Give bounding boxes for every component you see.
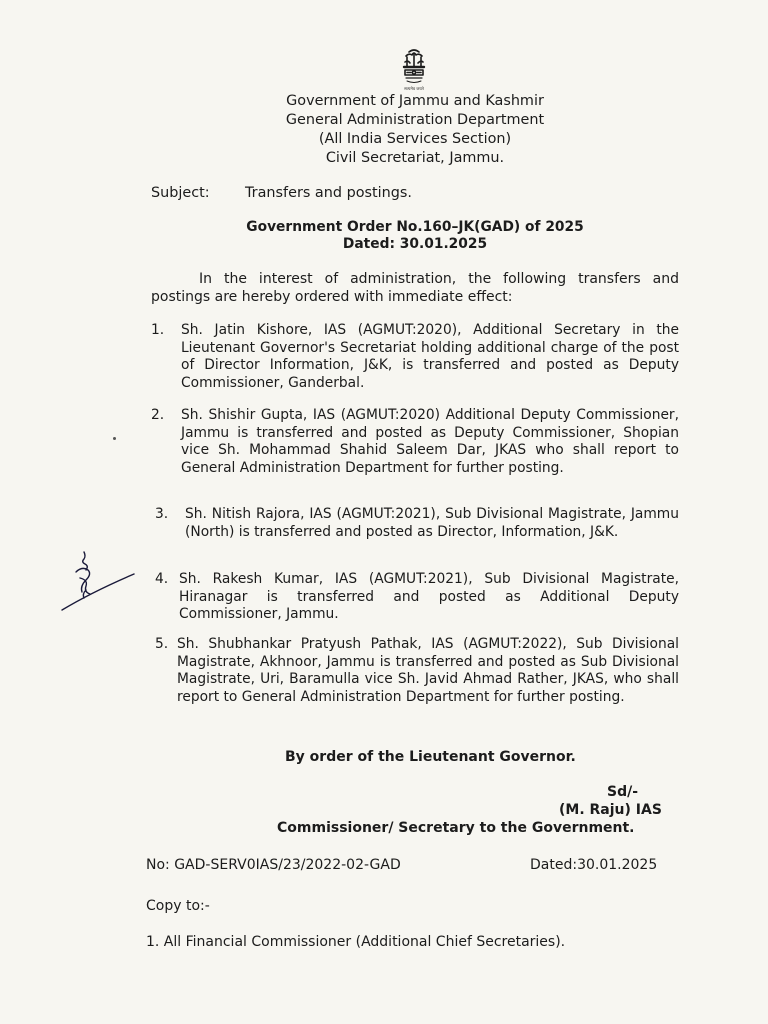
subject-label: Subject: — [151, 185, 210, 201]
handwritten-initials-icon — [56, 548, 140, 616]
svg-text:सत्यमेव जयते: सत्यमेव जयते — [404, 86, 424, 91]
order-number: Government Order No.160–JK(GAD) of 2025 — [246, 219, 584, 235]
national-emblem-icon — [397, 48, 431, 92]
signatory-name: (M. Raju) IAS — [559, 802, 662, 818]
copy-to-item: 1. All Financial Commissioner (Additional Chief Secretaries). — [146, 934, 566, 950]
order-item-text: Sh. Shishir Gupta, IAS (AGMUT:2020) Additional Deputy Commissioner, Jammu is transferred and posted as Deputy Commissioner, Shopian vice Sh. Mohammad Shahid Saleem Dar, JKAS who shall report to General Administration Department for further posting. — [181, 407, 679, 476]
reference-number: No: GAD-SERV0IAS/23/2022-02-GAD — [146, 857, 401, 873]
letterhead-section: (All India Services Section) — [318, 131, 512, 147]
order-item-text: Sh. Rakesh Kumar, IAS (AGMUT:2021), Sub Divisional Magistrate, Hiranagar is transferred and posted as Additional Deputy Commissioner, Jammu. — [179, 571, 679, 622]
signatory-designation: Commissioner/ Secretary to the Government. — [277, 820, 635, 836]
by-order-line: By order of the Lieutenant Governor. — [285, 749, 576, 765]
letterhead — [200, 92, 630, 168]
subject-line — [151, 185, 412, 201]
order-item-number: 3. — [155, 506, 169, 522]
order-item-text: Sh. Shubhankar Pratyush Pathak, IAS (AGMUT:2022), Sub Divisional Magistrate, Akhnoor, Jammu is transferred and posted as Sub Divisional Magistrate, Uri, Baramulla vice Sh. Javid Ahmad Rather, JKAS, who shall report to General Administration Department for further posting. — [177, 636, 679, 705]
order-item-text: Sh. Jatin Kishore, IAS (AGMUT:2020), Additional Secretary in the Lieutenant Governor's Secretariat holding additional charge of the post of Director Information, J&K, is transferred and posted as Deputy Commissioner, Ganderbal. — [181, 322, 679, 391]
scan-speck — [113, 437, 116, 440]
letterhead-address: Civil Secretariat, Jammu. — [325, 150, 505, 166]
order-item-text: Sh. Nitish Rajora, IAS (AGMUT:2021), Sub Divisional Magistrate, Jammu (North) is transferred and posted as Director, Information, J&K. — [185, 506, 679, 540]
letterhead-government: Government of Jammu and Kashmir — [286, 93, 544, 109]
order-item-number: 1. — [151, 322, 165, 338]
order-heading — [180, 219, 650, 253]
order-date: Dated: 30.01.2025 — [342, 236, 488, 252]
subject-text: Transfers and postings. — [245, 185, 412, 201]
order-item-number: 2. — [151, 407, 165, 423]
order-item-number: 5. — [155, 636, 169, 652]
copy-to-label: Copy to:- — [146, 898, 210, 914]
order-item-number: 4. — [155, 571, 169, 587]
signature-sd: Sd/- — [607, 784, 639, 800]
reference-date: Dated:30.01.2025 — [530, 857, 658, 873]
letterhead-department: General Administration Department — [285, 112, 545, 128]
intro-paragraph: In the interest of administration, the following transfers and postings are hereby ordered with immediate effect: — [151, 271, 679, 305]
